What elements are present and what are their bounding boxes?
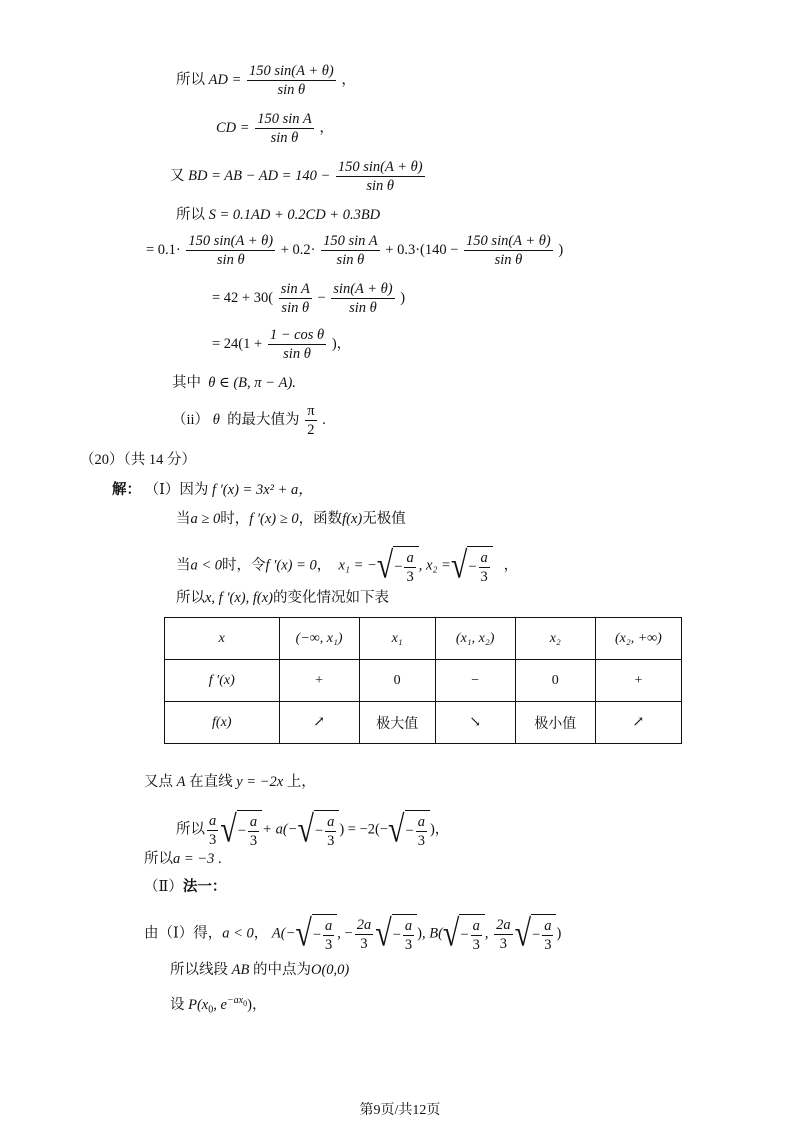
fraction xyxy=(331,280,394,317)
numerator: a xyxy=(472,918,480,934)
line-bd xyxy=(170,158,427,195)
punct: . xyxy=(322,411,326,428)
table-cell: ↗ xyxy=(279,702,359,744)
minus: − xyxy=(394,558,403,575)
line-s xyxy=(176,206,380,224)
table-cell: x xyxy=(165,618,280,660)
text: 上， xyxy=(286,774,316,790)
sqrt: √− $\frac{a}{3}$ xyxy=(295,914,337,954)
expr-s: S = 0.1AD + 0.2CD + 0.3BD xyxy=(208,207,381,223)
fraction xyxy=(355,916,374,953)
line-part-ii xyxy=(144,878,226,896)
numerator: a xyxy=(249,814,258,830)
expr: ) xyxy=(556,925,562,942)
sqrt: √− $\frac{a}{3}$ xyxy=(515,914,557,954)
denominator: 3 xyxy=(406,569,414,585)
table-row xyxy=(165,660,682,702)
denominator: 3 xyxy=(360,935,368,952)
denominator: sin θ xyxy=(281,300,310,316)
punct: . xyxy=(217,851,222,867)
line-solution-start xyxy=(112,481,313,499)
table-row xyxy=(165,702,682,744)
text: 的变化情况如下表 xyxy=(272,590,389,606)
line-ad xyxy=(176,62,356,99)
superscript: −ax xyxy=(226,995,244,1006)
expr-ad: AD = xyxy=(208,71,242,88)
expr-derivative: f ′(x) = 3x² + a， xyxy=(211,482,313,498)
expr: P(x xyxy=(188,996,209,1013)
numerator: sin A xyxy=(280,281,310,297)
expr: a = −3 xyxy=(173,851,215,867)
text: 设 xyxy=(170,996,185,1013)
table-row xyxy=(165,618,682,660)
expr-part: + 0.2· xyxy=(280,241,316,258)
denominator: 3 xyxy=(417,833,425,849)
line-point-a xyxy=(144,773,316,791)
text-so: 所以 xyxy=(176,207,205,223)
fraction xyxy=(494,916,513,953)
subscript: 0 xyxy=(208,1004,214,1016)
expr: , e xyxy=(213,996,227,1013)
expr-part: = 24(1 + xyxy=(212,335,263,352)
text: 由（Ⅰ）得， xyxy=(144,925,223,942)
numerator: 150 sin(A + θ) xyxy=(337,159,423,175)
denominator: 3 xyxy=(249,833,258,849)
numerator: 150 sin A xyxy=(257,111,312,127)
numerator: sin(A + θ) xyxy=(333,281,393,297)
table-cell: (−∞, x₁) xyxy=(279,618,359,660)
text: 所以 xyxy=(176,590,205,606)
expr: x, f ′(x), f(x) xyxy=(205,590,273,606)
line-s-expand xyxy=(146,232,563,269)
denominator: 3 xyxy=(472,937,480,953)
expr-cd: CD = xyxy=(216,119,250,136)
expr: f ′(x) ≥ 0 xyxy=(249,511,299,527)
expr: B( xyxy=(429,925,443,942)
table-cell: ↗ xyxy=(595,702,681,744)
numerator: a xyxy=(209,812,217,829)
expr-part: ) xyxy=(558,241,564,258)
expr-part: ) xyxy=(400,289,406,306)
text: ， xyxy=(253,925,269,942)
question-20-header xyxy=(80,451,196,469)
denominator: 3 xyxy=(480,569,488,585)
text: 所以 xyxy=(176,821,205,838)
fraction xyxy=(279,280,312,317)
question-number: （20）（共 14 分） xyxy=(80,452,196,468)
line-s-final xyxy=(212,326,351,363)
line-max-theta xyxy=(172,402,326,439)
expr-domain: θ ∈ (B, π − A). xyxy=(208,375,296,391)
numerator: 1 − cos θ xyxy=(269,327,325,343)
numerator: π xyxy=(307,403,315,419)
expr-bd: BD = AB − AD = 140 − xyxy=(188,167,331,184)
fraction xyxy=(207,812,218,849)
denominator: sin θ xyxy=(270,130,299,146)
denominator: sin θ xyxy=(349,300,377,316)
table-cell: 极大值 xyxy=(359,702,435,744)
line-cd xyxy=(216,110,334,147)
fraction xyxy=(305,402,316,439)
text: ， xyxy=(316,557,332,574)
expr: ) = −2(− xyxy=(339,821,389,838)
table-cell: − xyxy=(435,660,515,702)
table-cell: ↘ xyxy=(435,702,515,744)
expr: A(− xyxy=(271,925,296,942)
table-cell: f(x) xyxy=(165,702,280,744)
text: 所以 xyxy=(144,851,173,867)
numerator: a xyxy=(544,918,552,934)
fraction xyxy=(321,232,380,269)
sqrt: √− $\frac{a}{3}$ xyxy=(451,546,493,586)
table-cell: x₂ xyxy=(515,618,595,660)
line-table-intro xyxy=(176,589,389,607)
expr-part: + 0.3·(140 − xyxy=(385,241,459,258)
line-case-a-neg xyxy=(176,546,518,586)
expr: f ′(x) = 0 xyxy=(265,557,317,574)
expr: a < 0 xyxy=(222,925,254,942)
numerator: 150 sin(A + θ) xyxy=(188,233,274,249)
table-cell: x₁ xyxy=(359,618,435,660)
sqrt: √− $\frac{a}{3}$ xyxy=(375,914,417,954)
table-cell: + xyxy=(595,660,681,702)
denominator: sin θ xyxy=(216,252,245,268)
numerator: a xyxy=(325,918,333,934)
fraction xyxy=(336,158,425,195)
minus: − xyxy=(237,822,246,839)
text: 所以线段 xyxy=(170,962,228,978)
text-so: 所以 xyxy=(176,71,205,88)
punct: ， xyxy=(503,557,519,574)
expr: , xyxy=(484,925,489,942)
expr: )， xyxy=(429,821,450,838)
minus: − xyxy=(392,926,401,943)
line-domain xyxy=(172,374,296,392)
expr-part: − xyxy=(317,289,326,306)
expr-part: )， xyxy=(331,335,352,352)
expr: ), xyxy=(417,925,426,942)
minus: − xyxy=(460,926,469,943)
table-cell: 极小值 xyxy=(515,702,595,744)
text: 当 xyxy=(176,557,191,574)
denominator: 3 xyxy=(544,937,552,953)
method-label: 法一： xyxy=(182,879,227,895)
punct: ， xyxy=(319,119,334,136)
text: 时，令 xyxy=(222,557,266,574)
fraction xyxy=(255,110,314,147)
line-case-a-nonneg xyxy=(176,510,406,528)
numerator: 2a xyxy=(496,916,511,933)
fraction xyxy=(268,326,326,363)
table-cell: (x₂, +∞) xyxy=(595,618,681,660)
text-also: 又 xyxy=(170,167,185,184)
line-points-ab xyxy=(144,914,561,954)
symbol-theta: θ xyxy=(212,411,220,428)
text: 时， xyxy=(220,511,250,527)
text: 的中点为 xyxy=(252,962,311,978)
numerator: a xyxy=(406,550,414,566)
sqrt: √− $\frac{a}{3}$ xyxy=(443,914,485,954)
table-cell: (x₁, x₂) xyxy=(435,618,515,660)
denominator: sin θ xyxy=(366,178,395,194)
numerator: a xyxy=(327,814,335,830)
solution-label: 解： xyxy=(112,482,141,498)
minus: − xyxy=(532,926,541,943)
fraction xyxy=(247,62,336,99)
expr-part: = 0.1· xyxy=(146,241,181,258)
denominator: 3 xyxy=(209,831,217,848)
numerator: 150 sin(A + θ) xyxy=(249,63,334,79)
page-footer: 第9页/共12页 xyxy=(359,1103,441,1118)
sqrt: √− $\frac{a}{3}$ xyxy=(220,810,262,850)
text-where: 其中 xyxy=(172,375,201,391)
table-cell: 0 xyxy=(515,660,595,702)
minus: − xyxy=(312,926,322,943)
expr: a < 0 xyxy=(190,557,223,574)
subscript: 0 xyxy=(243,999,248,1008)
numerator: 150 sin A xyxy=(323,233,378,249)
expr: AB xyxy=(231,962,250,978)
sqrt: √− $\frac{a}{3}$ xyxy=(388,810,430,850)
numerator: 150 sin(A + θ) xyxy=(466,233,551,249)
variation-table xyxy=(164,617,682,744)
expr: f(x) xyxy=(342,511,363,527)
minus: − xyxy=(314,822,324,839)
text: 在直线 xyxy=(189,774,233,790)
denominator: 2 xyxy=(307,422,315,438)
text-ii: （ii） xyxy=(172,411,210,428)
denominator: sin θ xyxy=(336,252,365,268)
table-cell: 0 xyxy=(359,660,435,702)
line-s-simplify xyxy=(212,280,405,317)
denominator: 3 xyxy=(327,833,335,849)
expr: )， xyxy=(247,996,267,1013)
text-part-i: （Ⅰ）因为 xyxy=(144,482,209,498)
numerator: 2a xyxy=(356,916,372,933)
minus: − xyxy=(405,822,414,839)
denominator: 3 xyxy=(404,937,413,953)
expr: y = −2x xyxy=(236,774,284,790)
expr: a ≥ 0 xyxy=(190,511,221,527)
table-cell: + xyxy=(279,660,359,702)
line-equation xyxy=(176,810,449,850)
expr: A xyxy=(176,774,186,790)
expr-x2: , x₂ = xyxy=(418,557,451,574)
denominator: 3 xyxy=(499,935,507,952)
table-cell: f ′(x) xyxy=(165,660,280,702)
expr: , − xyxy=(337,925,353,942)
numerator: a xyxy=(404,918,413,934)
text: 无极值 xyxy=(362,511,406,527)
expr: O(0,0) xyxy=(310,962,350,978)
line-midpoint xyxy=(170,961,349,979)
text: （Ⅱ） xyxy=(144,879,183,895)
numerator: a xyxy=(417,814,425,830)
fraction xyxy=(464,232,553,269)
text: 当 xyxy=(176,511,191,527)
numerator: a xyxy=(480,550,488,566)
sqrt: √− $\frac{a}{3}$ xyxy=(377,546,419,586)
text: ，函数 xyxy=(298,511,343,527)
denominator: sin θ xyxy=(494,252,523,268)
denominator: 3 xyxy=(325,937,333,953)
expr: + a(− xyxy=(262,821,298,838)
expr-part: = 42 + 30( xyxy=(212,289,274,306)
line-a-result xyxy=(144,850,222,868)
denominator: sin θ xyxy=(277,82,306,98)
text-max: 的最大值为 xyxy=(227,411,300,428)
text: 又点 xyxy=(144,774,173,790)
line-set-p xyxy=(170,992,266,1020)
sqrt: √− $\frac{a}{3}$ xyxy=(297,810,339,850)
denominator: sin θ xyxy=(283,346,311,362)
minus: − xyxy=(468,558,477,575)
punct: ， xyxy=(341,71,356,88)
fraction xyxy=(186,232,275,269)
expr-x1: x₁ = − xyxy=(338,557,377,574)
